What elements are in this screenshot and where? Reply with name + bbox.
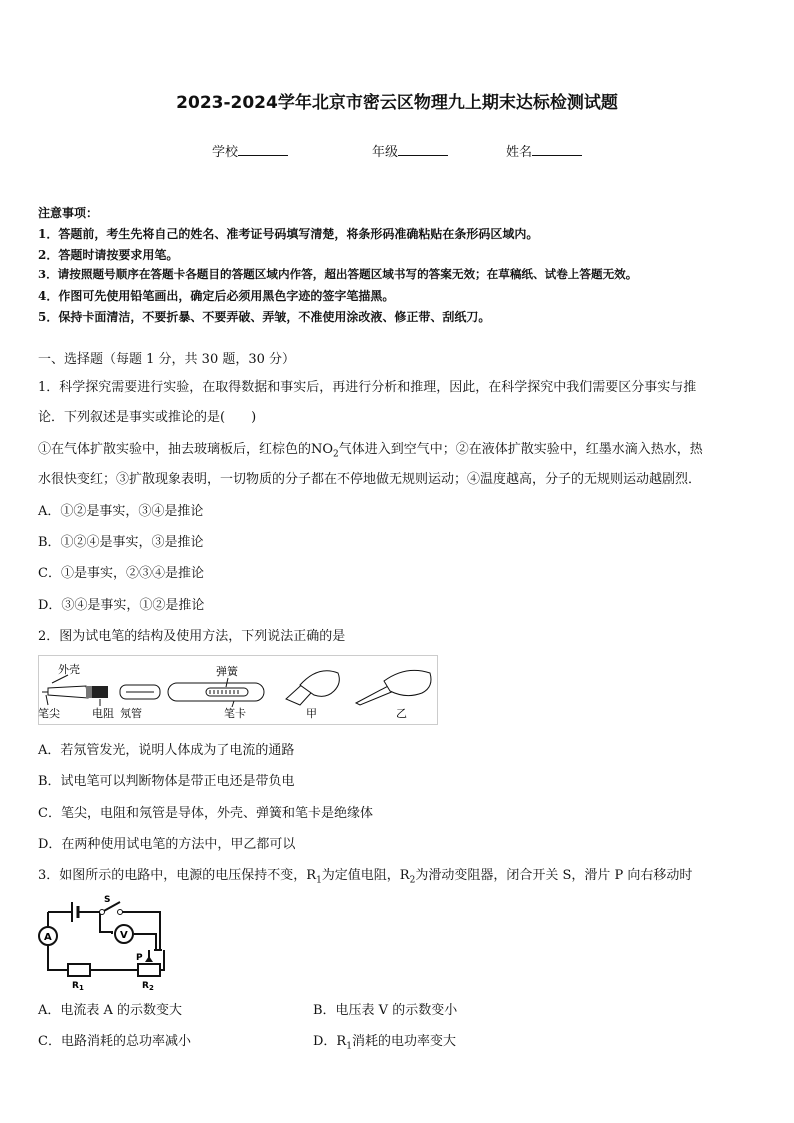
q1-line3-b: 气体进入到空气中；②在液体扩散实验中，红墨水滴入热水，热: [338, 442, 703, 457]
label-switch: S: [104, 895, 111, 905]
q2-option-b: B．试电笔可以判断物体是带正电还是带负电: [38, 774, 295, 789]
name-label: 姓名: [506, 145, 533, 160]
pen-tip-cone: [48, 686, 88, 698]
section-heading: 一、选择题（每题 1 分，共 30 题，30 分）: [38, 352, 296, 367]
tip-leader: [46, 695, 48, 705]
q1-stem-line1: 1．科学探究需要进行实验，在取得数据和事实后，再进行分析和推理，因此，在科学探究中我们需要区分事实与推: [38, 380, 697, 395]
q1-stem-line4: 水很快变红；③扩散现象表明，一切物质的分子都在不停地做无规则运动；④温度越高，分子的无规则运动越剧烈．: [38, 472, 702, 487]
q1-stem-line3: [38, 438, 703, 460]
hand-yi: [384, 670, 431, 695]
notice-item: 2．答题时请按要求用笔。: [38, 248, 179, 262]
q2-option-d: D．在两种使用试电笔的方法中，甲乙都可以: [38, 837, 296, 852]
resistor-body: [86, 686, 92, 698]
q3-option-d-b: 消耗的电功率变大: [351, 1034, 456, 1049]
school-blank: [238, 143, 288, 156]
notice-item: 4．作图可先使用铅笔画出，确定后必须用黑色字迹的签字笔描黑。: [38, 289, 395, 303]
q3-option-d-a: D．R: [313, 1034, 347, 1049]
notice-item: 1．答题前，考生先将自己的姓名、准考证号码填写清楚，将条形码准确粘贴在条形码区域内。: [38, 227, 539, 241]
q3-option-d: [313, 1030, 456, 1052]
school-label: 学校: [212, 145, 239, 160]
q1-line3-sub: 2: [333, 449, 339, 460]
label-neon: 氖管: [120, 707, 142, 720]
shell-leader: [52, 675, 68, 683]
q3-option-c: C．电路消耗的总功率减小: [38, 1034, 191, 1049]
school-field: [212, 141, 288, 160]
q3-option-b: B．电压表 V 的示数变小: [313, 1003, 458, 1018]
page-title: 2023-2024学年北京市密云区物理九上期末达标检测试题: [176, 93, 618, 113]
label-spring: 弹簧: [216, 665, 238, 678]
q3-option-d-sub: 1: [346, 1041, 352, 1052]
resistor-shape: [92, 686, 108, 698]
grade-label: 年级: [372, 145, 399, 160]
q1-option-c: C．①是事实，②③④是推论: [38, 566, 204, 581]
q2-option-c: C．笔尖，电阻和氖管是导体，外壳、弹簧和笔卡是绝缘体: [38, 806, 373, 821]
q1-option-b: B．①②④是事实，③是推论: [38, 535, 204, 550]
q3-stem-b: 为定值电阻，R: [321, 868, 410, 883]
notice-item: 3．请按照题号顺序在答题卡各题目的答题区域内作答，超出答题区域书写的答案无效；在草稿纸、试卷上答题无效。: [38, 267, 638, 281]
r1-symbol: [68, 964, 90, 976]
label-voltmeter: V: [120, 930, 128, 941]
label-shell: 外壳: [58, 663, 80, 676]
q3-stem-sub2: 2: [409, 875, 416, 886]
q1-line3-a: ①在气体扩散实验中，抽去玻璃板后，红棕色的NO: [38, 442, 334, 457]
switch-contact: [100, 910, 105, 915]
label-r1: $R_1$: [72, 981, 84, 990]
name-field: [506, 141, 582, 160]
test-pen-figure: [38, 655, 438, 725]
label-slider: P: [136, 953, 143, 963]
label-resistor: 电阻: [92, 707, 114, 720]
q3-stem: [38, 864, 692, 886]
grade-blank: [398, 143, 448, 156]
label-clip: 笔卡: [224, 707, 246, 720]
q3-option-a: A．电流表 A 的示数变大: [38, 1003, 183, 1018]
label-yi: 乙: [396, 707, 407, 720]
label-ammeter: A: [44, 932, 52, 943]
q3-stem-c: 为滑动变阻器，闭合开关 S，滑片 P 向右移动时: [415, 868, 693, 883]
q2-stem: 2．图为试电笔的结构及使用方法，下列说法正确的是: [38, 629, 346, 644]
q2-option-a: A．若氖管发光，说明人体成为了电流的通路: [38, 743, 295, 758]
notice-item: 5．保持卡面清洁，不要折暴、不要弄破、弄皱，不准使用涂改液、修正带、刮纸刀。: [38, 310, 491, 324]
name-blank: [532, 143, 582, 156]
q3-stem-a: 3．如图所示的电路中，电源的电压保持不变，R: [38, 868, 317, 883]
notice-heading: 注意事项：: [38, 206, 99, 220]
q1-option-d: D．③④是事实，①②是推论: [38, 598, 205, 613]
q3-stem-sub1: 1: [316, 875, 322, 886]
r2-symbol: [138, 964, 160, 976]
label-jia: 甲: [306, 707, 317, 720]
q1-stem-line2: 论．下列叙述是事实或推论的是( ): [38, 410, 257, 425]
spring-slot: [206, 688, 248, 696]
q1-option-a: A．①②是事实，③④是推论: [38, 504, 204, 519]
label-tip: 笔尖: [38, 707, 60, 720]
label-r2: $R_2$: [142, 981, 154, 990]
grade-field: [372, 141, 448, 160]
circuit-diagram: [38, 892, 168, 990]
switch-contact: [118, 910, 123, 915]
